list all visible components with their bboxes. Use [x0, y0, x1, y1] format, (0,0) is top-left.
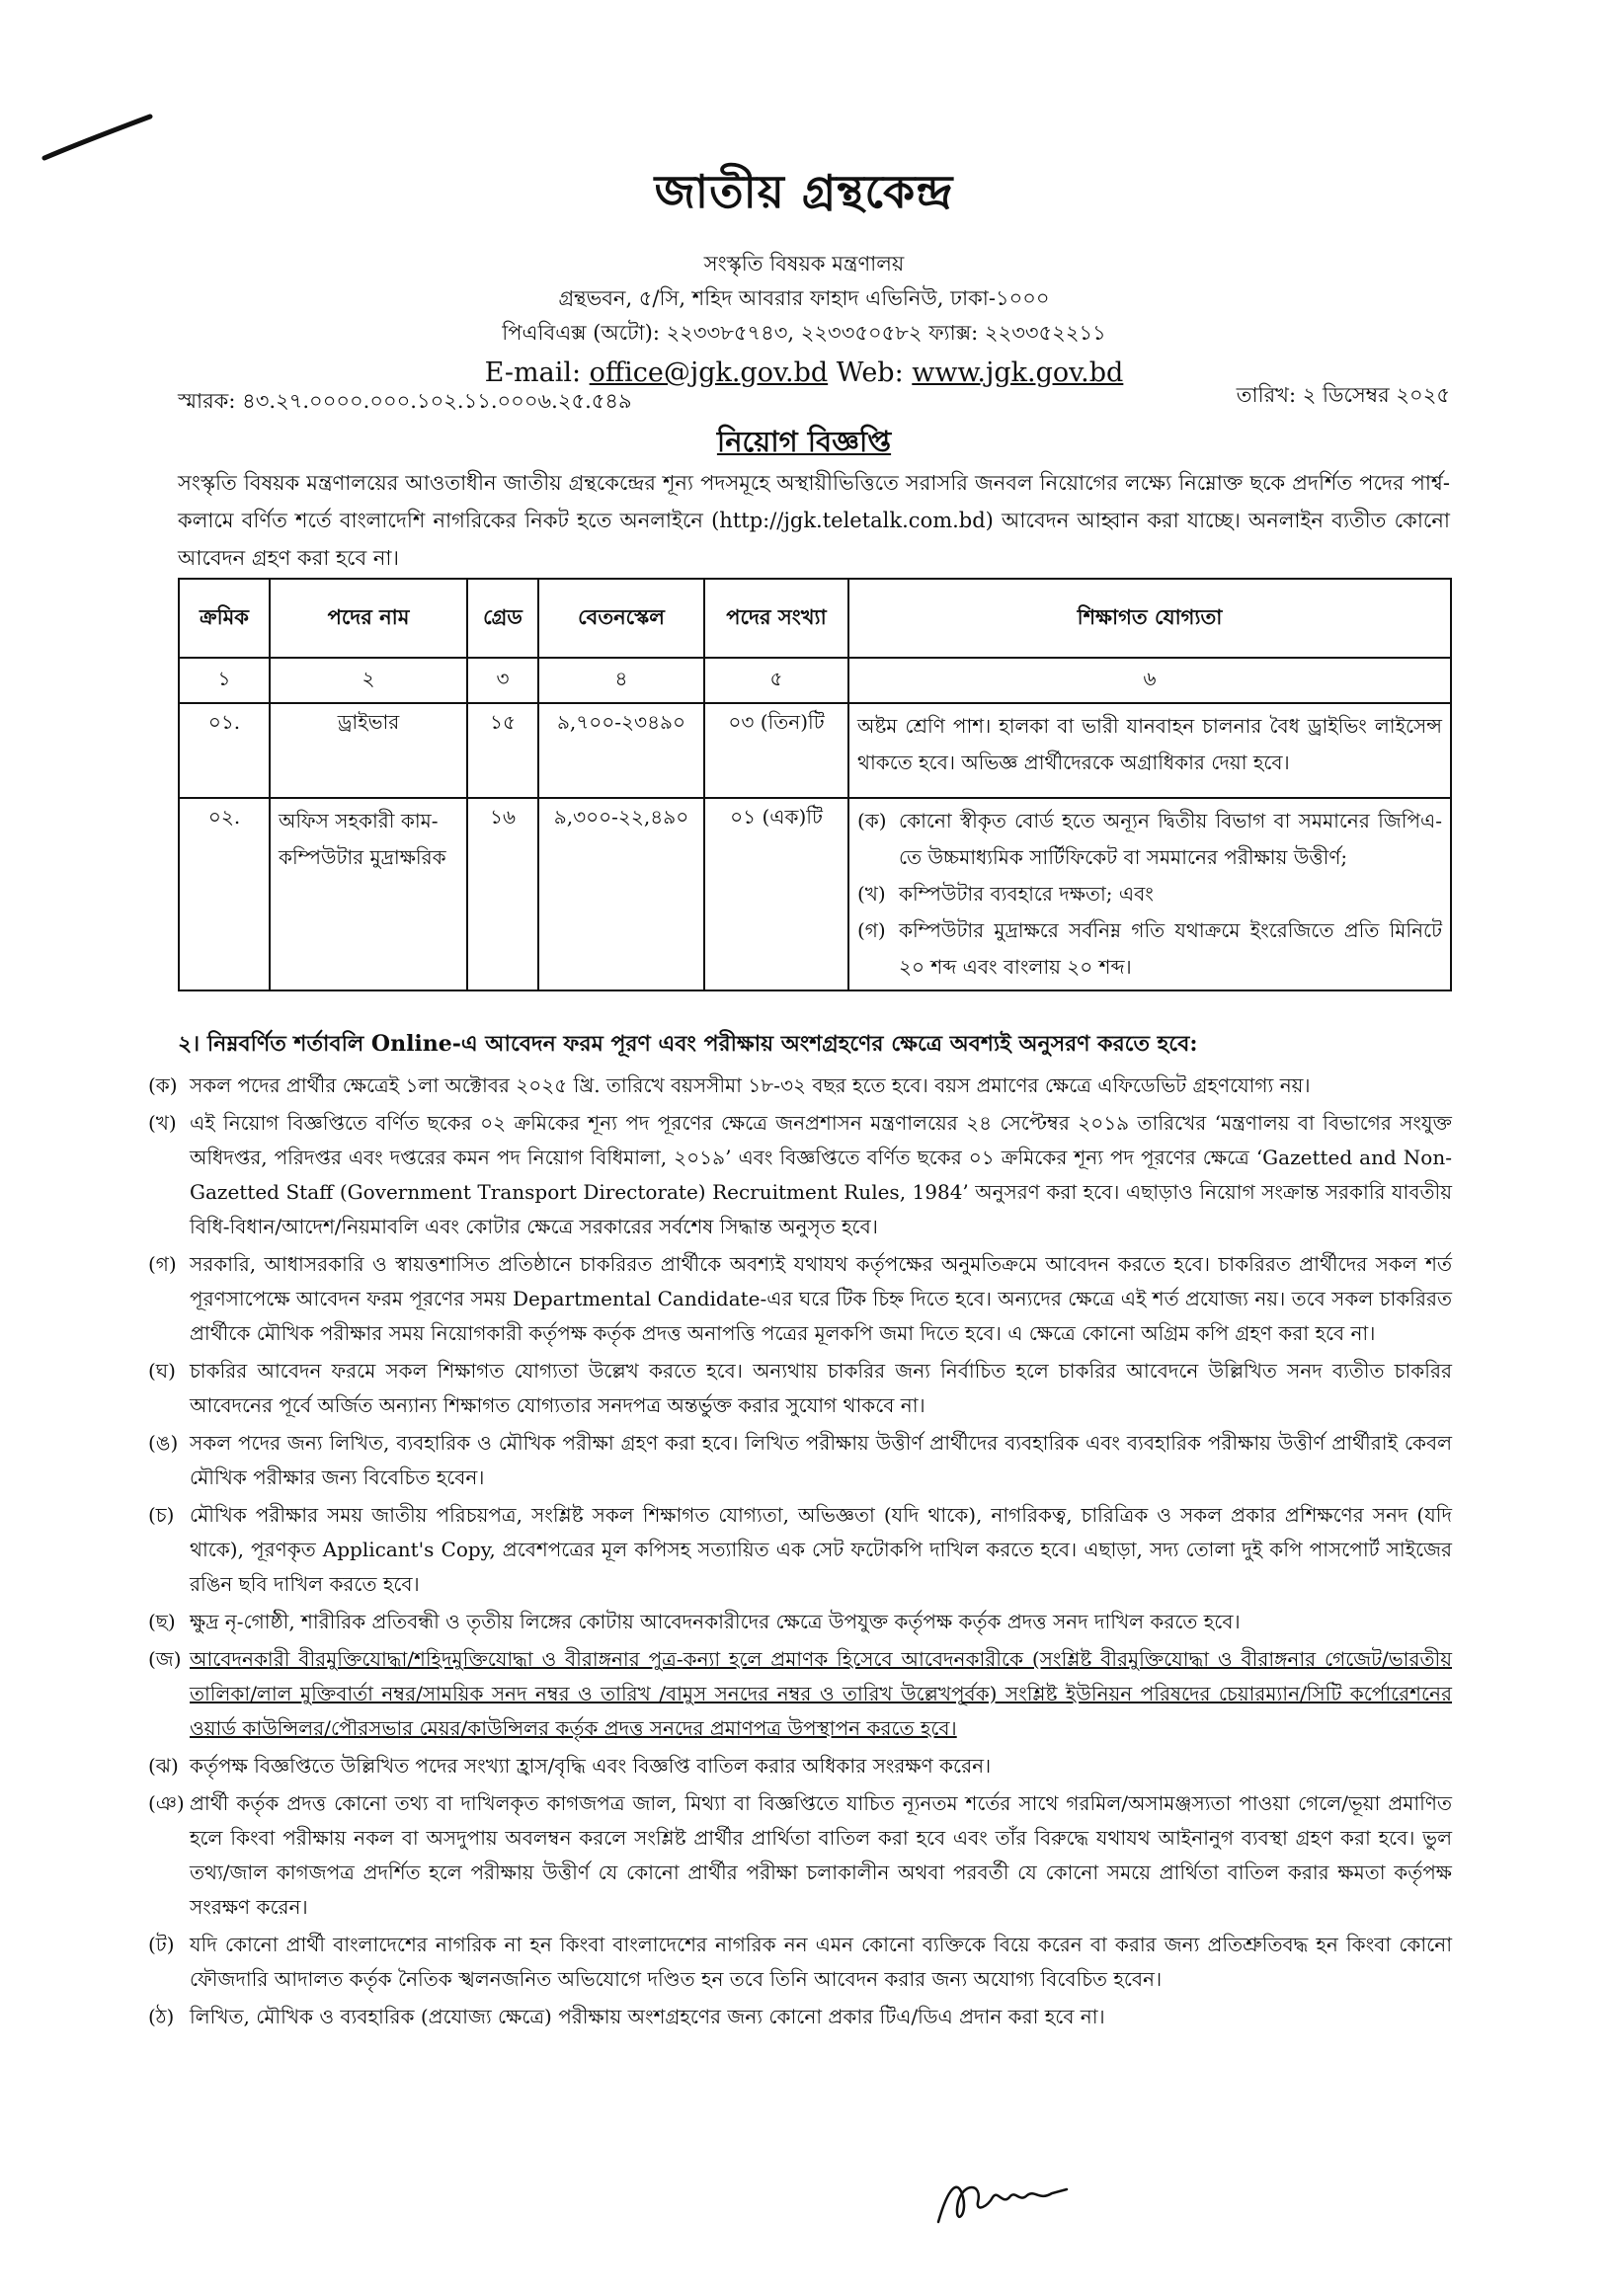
condition-text: এই নিয়োগ বিজ্ঞপ্তিতে বর্ণিত ছকের ০২ ক্রমিকের শূন্য পদ পূরণের ক্ষেত্রে জনপ্রশাসন মন্ত্রণালয়ের ২৪ সেপ্টেম্বর ২০১৯ তারিখের ‘মন্ত্রণালয় বা বিভাগের সংযুক্ত অধিদপ্তর, পরিদপ্তর এবং দপ্তরের কমন পদ নিয়োগ বিধিমালা, ২০১৯’ এবং বিজ্ঞপ্তিতে বর্ণিত ছকের ০১ ক্রমিকের শূন্য পদ পূরণের ক্ষেত্রে ‘Gazetted and Non-Gazetted Staff (Government Transport Directorate) Recruitment Rules, 1984’ অনুসরণ করা হবে। এছাড়াও নিয়োগ সংক্রান্ত সরকারি যাবতীয় বিধি-বিধান/আদেশ/নিয়মাবলি এবং কোটার ক্ষেত্রে সরকারের সর্বশেষ সিদ্ধান্ত অনুসৃত হবে। [190, 1111, 1452, 1238]
column-number: ১ [179, 658, 270, 703]
column-number: ৫ [704, 658, 848, 703]
row-pay-scale: ৯,৩০০-২২,৪৯০ [538, 798, 704, 990]
letterhead [296, 158, 1312, 394]
condition-label: (ঠ) [148, 2005, 175, 2028]
condition-label: (ঝ) [148, 1754, 179, 1778]
web-link[interactable]: www.jgk.gov.bd [912, 357, 1124, 388]
qualification-text: কম্পিউটার ব্যবহারে দক্ষতা; এবং [899, 882, 1154, 906]
email-link[interactable]: office@jgk.gov.bd [589, 357, 829, 388]
qualification-text: কম্পিউটার মুদ্রাক্ষরে সর্বনিম্ন গতি যথাক্রমে ইংরেজিতে প্রতি মিনিটে ২০ শব্দ এবং বাংলায় ২০ শব্দ। [899, 918, 1442, 979]
qualification-text: অষ্টম শ্রেণি পাশ। হালকা বা ভারী যানবাহন চালনার বৈধ ড্রাইভিং লাইসেন্স থাকতে হবে। অভিজ্ঞ প্রার্থীদেরকে অগ্রাধিকার দেয়া হবে। [857, 714, 1442, 774]
condition-item [148, 2000, 1452, 2034]
condition-label: (ছ) [148, 1610, 176, 1633]
qualification-item [857, 803, 1442, 876]
condition-item [148, 1605, 1452, 1639]
intro-paragraph: সংস্কৃতি বিষয়ক মন্ত্রণালয়ের আওতাধীন জাতীয় গ্রন্থকেন্দ্রের শূন্য পদসমূহে অস্থায়ীভিত্তিতে সরাসরি জনবল নিয়োগের লক্ষ্যে নিম্নোক্ত ছকে প্রদর্শিত পদের পার্শ্ব-কলামে বর্ণিত শর্তে বাংলাদেশি নাগরিকের নিকট হতে অনলাইনে (http://jgk.teletalk.com.bd) আবেদন আহ্বান করা যাচ্ছে। অনলাইন ব্যতীত কোনো আবেদন গ্রহণ করা হবে না। [178, 471, 1450, 570]
memo-reference: স্মারক: ৪৩.২৭.০০০০.০০০.১০২.১১.০০০৬.২৫.৫৪৯ [178, 389, 632, 413]
condition-text: প্রার্থী কর্তৃক প্রদত্ত কোনো তথ্য বা দাখিলকৃত কাগজপত্র জাল, মিথ্যা বা বিজ্ঞপ্তিতে যাচিত ন্যূনতম শর্তের সাথে গরমিল/অসামঞ্জস্যতা পাওয়া গেলে/ভূয়া প্রমাণিত হলে কিংবা পরীক্ষায় নকল বা অসদুপায় অবলম্বন করলে সংশ্লিষ্ট প্রার্থীর প্রার্থিতা বাতিল করা হবে এবং তাঁর বিরুদ্ধে যথাযথ আইনানুগ ব্যবস্থা গ্রহণ করা হবে। ভুল তথ্য/জাল কাগজপত্র প্রদর্শিত হলে পরীক্ষায় উত্তীর্ণ যে কোনো প্রার্থীর পরীক্ষা চলাকালীন অথবা পরবর্তী যে কোনো সময়ে প্রার্থিতা বাতিল করার ক্ষমতা কর্তৃপক্ষ সংরক্ষণ করেন। [190, 1791, 1452, 1919]
column-number-row [179, 658, 1451, 703]
conditions-list [148, 1069, 1452, 2037]
condition-item [148, 1928, 1452, 1997]
qualification-text: কোনো স্বীকৃত বোর্ড হতে অন্যূন দ্বিতীয় বিভাগ বা সমমানের জিপিএ-তে উচ্চমাধ্যমিক সার্টিফিকেট বা সমমানের পরীক্ষায় উত্তীর্ণ; [899, 809, 1442, 869]
condition-text: যদি কোনো প্রার্থী বাংলাদেশের নাগরিক না হন কিংবা বাংলাদেশের নাগরিক নন এমন কোনো ব্যক্তিকে বিয়ে করেন বা করার জন্য প্রতিশ্রুতিবদ্ধ হন কিংবা কোনো ফৌজদারি আদালত কর্তৃক নৈতিক স্খলনজনিত অভিযোগে দণ্ডিত হন তবে তিনি আবেদন করার জন্য অযোগ্য বিবেচিত হবেন। [190, 1933, 1452, 1991]
memo-date: তারিখ: ২ ডিসেম্বর ২০২৫ [1236, 383, 1450, 407]
condition-text: সকল পদের প্রার্থীর ক্ষেত্রেই ১লা অক্টোবর ২০২৫ খ্রি. তারিখে বয়সসীমা ১৮-৩২ বছর হতে হবে। বয়স প্রমাণের ক্ষেত্রে এফিডেভিট গ্রহণযোগ্য নয়। [190, 1073, 1311, 1097]
condition-label: (ঙ) [148, 1431, 179, 1455]
header-pay-scale: বেতনস্কেল [538, 579, 704, 658]
notice-title: নিয়োগ বিজ্ঞপ্তি [716, 425, 892, 458]
condition-label: (ঘ) [148, 1359, 176, 1383]
row-qualification [848, 798, 1451, 990]
condition-item [148, 1106, 1452, 1244]
ministry-name: সংস্কৃতি বিষয়ক মন্ত্রণালয় [703, 252, 905, 276]
org-name: জাতীয় গ্রন্থকেন্দ্র [654, 165, 954, 218]
row-qualification [848, 703, 1451, 798]
column-number: ২ [270, 658, 467, 703]
section-2-title: ২। নিম্নবর্ণিত শর্তাবলি Online-এ আবেদন ফরম পূরণ এবং পরীক্ষায় অংশগ্রহণের ক্ষেত্রে অবশ্যই অনুসরণ করতে হবে: [178, 1031, 1198, 1057]
qualification-item [857, 912, 1442, 986]
condition-text: মৌখিক পরীক্ষার সময় জাতীয় পরিচয়পত্র, সংশ্লিষ্ট সকল শিক্ষাগত যোগ্যতা, অভিজ্ঞতা (যদি থাকে), নাগরিকত্ব, চারিত্রিক ও সকল প্রকার প্রশিক্ষণের সনদ (যদি থাকে), পূরণকৃত Applicant's Copy, প্রবেশপত্রের মূল কপিসহ সত্যায়িত এক সেট ফটোকপি দাখিল করতে হবে। এছাড়া, সদ্য তোলা দুই কপি পাসপোর্ট সাইজের রঙিন ছবি দাখিল করতে হবে। [190, 1503, 1452, 1596]
condition-text [190, 1642, 1452, 1746]
condition-item [148, 1247, 1452, 1351]
header-qualification: শিক্ষাগত যোগ্যতা [848, 579, 1451, 658]
email-label: E-mail: [484, 357, 582, 388]
qualification-label: (খ) [857, 882, 886, 906]
header-serial: ক্রমিক [179, 579, 270, 658]
row-grade: ১৬ [467, 798, 538, 990]
posts-table [178, 578, 1452, 991]
row-post-name: ড্রাইভার [270, 703, 467, 798]
condition-text: কর্তৃপক্ষ বিজ্ঞপ্তিতে উল্লিখিত পদের সংখ্যা হ্রাস/বৃদ্ধি এবং বিজ্ঞপ্তি বাতিল করার অধিকার সংরক্ষণ করেন। [190, 1754, 992, 1778]
condition-item [148, 1786, 1452, 1925]
row-post-count: ০৩ (তিন)টি [704, 703, 848, 798]
condition-label: (ট) [148, 1933, 175, 1956]
pen-mark-icon [40, 109, 158, 168]
condition-label: (ঞ) [148, 1791, 185, 1815]
condition-text: চাকরির আবেদন ফরমে সকল শিক্ষাগত যোগ্যতা উল্লেখ করতে হবে। অন্যথায় চাকরির জন্য নির্বাচিত হলে চাকরির আবেদনে উল্লিখিত সনদ ব্যতীত চাকরির আবেদনের পূর্বে অর্জিত অন্যান্য শিক্ষাগত যোগ্যতার সনদপত্র অন্তর্ভুক্ত করার সুযোগ থাকবে না। [190, 1359, 1452, 1417]
phone-fax: পিএবিএক্স (অটো): ২২৩৩৮৫৭৪৩, ২২৩৩৫০৫৮২ ফ্যাক্স: ২২৩৩৫২২১১ [502, 321, 1106, 345]
condition-label: (জ) [148, 1647, 182, 1671]
condition-item [148, 1069, 1452, 1103]
condition-text: ক্ষুদ্র নৃ-গোষ্ঠী, শারীরিক প্রতিবন্ধী ও তৃতীয় লিঙ্গের কোটায় আবেদনকারীদের ক্ষেত্রে উপযুক্ত কর্তৃপক্ষ কর্তৃক প্রদত্ত সনদ দাখিল করতে হবে। [190, 1610, 1241, 1633]
condition-text: লিখিত, মৌখিক ও ব্যবহারিক (প্রযোজ্য ক্ষেত্রে) পরীক্ষায় অংশগ্রহণের জন্য কোনো প্রকার টিএ/ডিএ প্রদান করা হবে না। [190, 2005, 1105, 2028]
row-serial: ০১. [179, 703, 270, 798]
condition-label: (খ) [148, 1111, 177, 1135]
row-post-count: ০১ (এক)টি [704, 798, 848, 990]
row-serial: ০২. [179, 798, 270, 990]
header-grade: গ্রেড [467, 579, 538, 658]
address: গ্রন্থভবন, ৫/সি, শহিদ আবরার ফাহাদ এভিনিউ, ঢাকা-১০০০ [558, 286, 1050, 310]
row-pay-scale: ৯,৭০০-২৩৪৯০ [538, 703, 704, 798]
qualification-label: (ক) [857, 809, 887, 832]
condition-label: (চ) [148, 1503, 175, 1527]
qualification-label: (গ) [857, 918, 886, 942]
condition-item [148, 1749, 1452, 1783]
condition-label: (গ) [148, 1252, 177, 1276]
column-number: ৪ [538, 658, 704, 703]
column-number: ৩ [467, 658, 538, 703]
condition-text: সরকারি, আধাসরকারি ও স্বায়ত্তশাসিত প্রতিষ্ঠানে চাকরিরত প্রার্থীকে অবশ্যই যথাযথ কর্তৃপক্ষের অনুমতিক্রমে আবেদন করতে হবে। চাকরিরত প্রার্থীদের সকল শর্ত পূরণসাপেক্ষে আবেদন ফরম পূরণের সময় Departmental Candidate-এর ঘরে টিক চিহ্ন দিতে হবে। অন্যদের ক্ষেত্রে এই শর্ত প্রযোজ্য নয়। তবে সকল চাকরিরত প্রার্থীকে মৌখিক পরীক্ষার সময় নিয়োগকারী কর্তৃপক্ষ কর্তৃক প্রদত্ত অনাপত্তি পত্রের মূলকপি জমা দিতে হবে। এ ক্ষেত্রে কোনো অগ্রিম কপি গ্রহণ করা হবে না। [190, 1252, 1452, 1345]
table-row [179, 703, 1451, 798]
qualification-item [857, 876, 1442, 912]
signature-icon [928, 2168, 1077, 2237]
condition-underlined-text: আবেদনকারী বীরমুক্তিযোদ্ধা/শহিদমুক্তিযোদ্ধা ও বীরাঙ্গনার পুত্র-কন্যা হলে প্রমাণক হিসেবে আবেদনকারীকে (সংশ্লিষ্ট বীরমুক্তিযোদ্ধা ও বীরাঙ্গনার গেজেট/ভারতীয় তালিকা/লাল মুক্তিবার্তা নম্বর/সাময়িক সনদ নম্বর ও তারিখ /বামুস সনদের নম্বর ও তারিখ উল্লেখপূর্বক) সংশ্লিষ্ট ইউনিয়ন পরিষদের চেয়ারম্যান/সিটি কর্পোরেশনের ওয়ার্ড কাউন্সিলর/পৌরসভার মেয়র/কাউন্সিলর কর্তৃক প্রদত্ত সনদের প্রমাণপত্র উপস্থাপন করতে হবে। [190, 1647, 1452, 1740]
condition-item [148, 1498, 1452, 1602]
condition-text: সকল পদের জন্য লিখিত, ব্যবহারিক ও মৌখিক পরীক্ষা গ্রহণ করা হবে। লিখিত পরীক্ষায় উত্তীর্ণ প্রার্থীদের ব্যবহারিক এবং ব্যবহারিক পরীক্ষায় উত্তীর্ণ প্রার্থীরাই কেবল মৌখিক পরীক্ষার জন্য বিবেচিত হবেন। [190, 1431, 1452, 1489]
condition-item [148, 1354, 1452, 1423]
web-label: Web: [836, 357, 904, 388]
header-post-name: পদের নাম [270, 579, 467, 658]
header-post-count: পদের সংখ্যা [704, 579, 848, 658]
row-grade: ১৫ [467, 703, 538, 798]
condition-item [148, 1426, 1452, 1495]
condition-item [148, 1642, 1452, 1746]
row-post-name: অফিস সহকারী কাম- কম্পিউটার মুদ্রাক্ষরিক [270, 798, 467, 990]
table-row [179, 798, 1451, 990]
condition-label: (ক) [148, 1073, 178, 1097]
column-number: ৬ [848, 658, 1451, 703]
